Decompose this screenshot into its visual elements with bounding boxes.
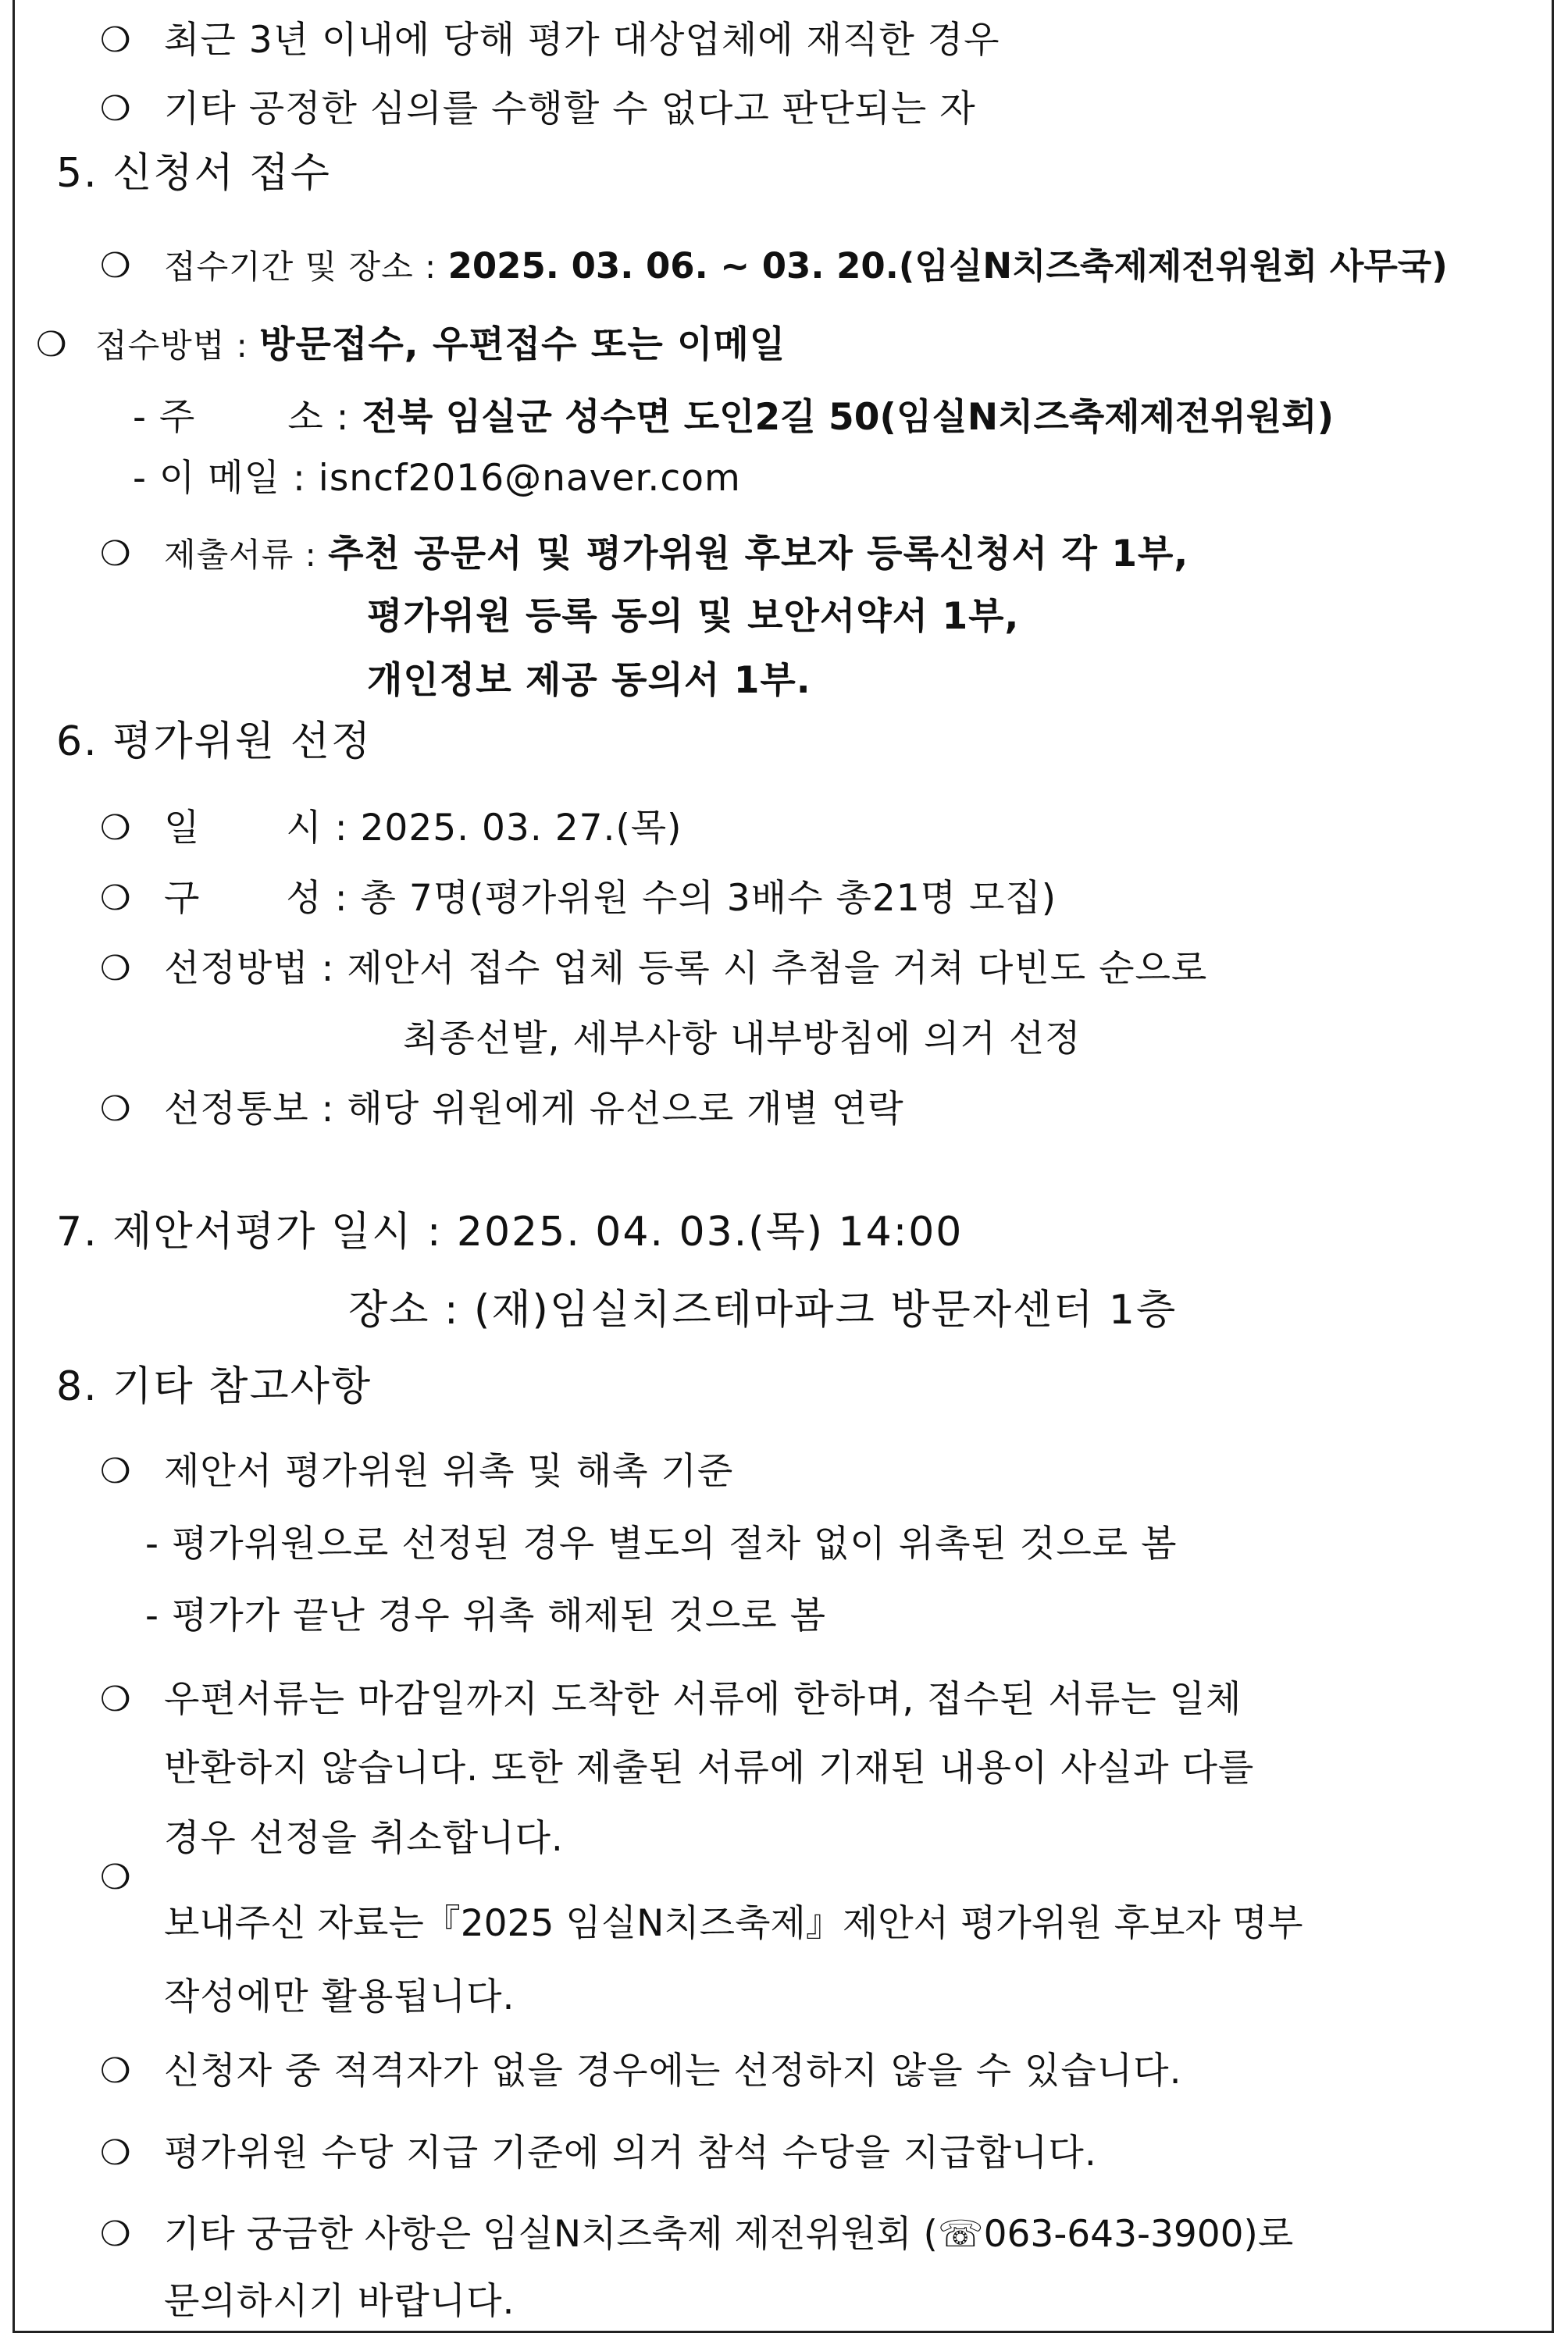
receipt-method-label: 접수방법 :: [95, 326, 260, 365]
venue-line: 장소 : (재)임실치즈테마파크 방문자센터 1층: [348, 1287, 1178, 1334]
text-line: [95, 322, 786, 369]
text-line: 반환하지 않습니다. 또한 제출된 서류에 기재된 내용이 사실과 다를: [164, 1747, 1255, 1790]
section-heading-7: 7. 제안서평가 일시 : 2025. 04. 03.(목) 14:00: [56, 1209, 964, 1256]
bullet-icon: ❍: [100, 2214, 131, 2254]
bullet-icon: ❍: [100, 1452, 131, 1491]
receipt-method-value: 방문접수, 우편접수 또는 이메일: [259, 323, 786, 366]
text-line: [164, 875, 1057, 922]
bullet-icon: ❍: [100, 2133, 131, 2173]
text-line: 기타 궁금한 사항은 임실N치즈축제 제전위원회 (☏063-643-3900)로: [164, 2213, 1294, 2256]
text-line: 문의하시기 바랍니다.: [164, 2280, 515, 2323]
bullet-icon: ❍: [100, 534, 131, 574]
bullet-icon: ❍: [100, 89, 131, 129]
section-heading-8: 8. 기타 참고사항: [56, 1363, 372, 1410]
bullet-icon: ❍: [100, 2051, 131, 2091]
section-heading-6: 6. 평가위원 선정: [56, 718, 372, 765]
address-label: - 주: [133, 396, 196, 439]
bullet-icon: ❍: [100, 20, 131, 60]
bullet-icon: ❍: [100, 1680, 131, 1719]
text-line: 최근 3년 이내에 당해 평가 대상업체에 재직한 경우: [164, 19, 1000, 62]
bullet-icon: ❍: [100, 878, 131, 918]
text-line: 선정방법 : 제안서 접수 업체 등록 시 추첨을 거쳐 다빈도 순으로: [164, 947, 1208, 990]
receipt-period-value: 2025. 03. 06. ~ 03. 20.(임실N치즈축제제전위원회 사무국): [447, 245, 1448, 287]
text-line: [164, 531, 1188, 579]
text-line: 신청자 중 적격자가 없을 경우에는 선정하지 않을 수 있습니다.: [164, 2050, 1182, 2093]
bullet-icon: ❍: [100, 1089, 131, 1129]
text-line: 개인정보 제공 동의서 1부.: [367, 659, 811, 702]
text-line: 경우 선정을 취소합니다.: [164, 1817, 564, 1860]
section-heading-5: 5. 신청서 접수: [56, 150, 331, 197]
text-line: 최종선발, 세부사항 내부방침에 의거 선정: [403, 1017, 1082, 1060]
composition-value: 성 : 총 7명(평가위원 수의 3배수 총21명 모집): [286, 877, 1057, 920]
bullet-icon: ❍: [100, 808, 131, 848]
date-label: 일: [164, 807, 201, 850]
composition-label: 구: [164, 877, 201, 920]
address-value: 전북 임실군 성수면 도인2길 50(임실N치즈축제제전위원회): [362, 396, 1335, 439]
text-line: - 평가위원으로 선정된 경우 별도의 절차 없이 위촉된 것으로 봄: [145, 1523, 1178, 1566]
text-line: 평가위원 수당 지급 기준에 의거 참석 수당을 지급합니다.: [164, 2132, 1097, 2175]
text-line: 평가위원 등록 동의 및 보안서약서 1부,: [367, 595, 1020, 638]
documents-value: 추천 공문서 및 평가위원 후보자 등록신청서 각 1부,: [328, 533, 1189, 575]
bullet-icon: ❍: [100, 1858, 131, 1897]
bullet-icon: ❍: [100, 949, 131, 989]
text-line: 우편서류는 마감일까지 도착한 서류에 한하며, 접수된 서류는 일체: [164, 1678, 1242, 1721]
bullet-icon: ❍: [100, 246, 131, 286]
documents-label: 제출서류 :: [164, 536, 329, 574]
text-line: 보내주신 자료는『2025 임실N치즈축제』제안서 평가위원 후보자 명부: [164, 1902, 1303, 1945]
text-line: 선정통보 : 해당 위원에게 유선으로 개별 연락: [164, 1088, 904, 1131]
address-label-tail: 소 :: [287, 396, 362, 439]
text-line: 기타 공정한 심의를 수행할 수 없다고 판단되는 자: [164, 87, 976, 130]
text-line: 제안서 평가위원 위촉 및 해촉 기준: [164, 1450, 734, 1493]
text-line: [133, 394, 1334, 441]
date-value: 시 : 2025. 03. 27.(목): [286, 807, 682, 850]
text-line: - 평가가 끝난 경우 위촉 해제된 것으로 봄: [145, 1594, 826, 1637]
text-line: - 이 메일 : isncf2016@naver.com: [133, 457, 741, 500]
receipt-period-label: 접수기간 및 장소 :: [164, 248, 448, 286]
text-line: [164, 805, 682, 852]
bullet-icon: ❍: [36, 325, 67, 365]
text-line: [164, 243, 1448, 290]
text-line: 작성에만 활용됩니다.: [164, 1975, 515, 2018]
